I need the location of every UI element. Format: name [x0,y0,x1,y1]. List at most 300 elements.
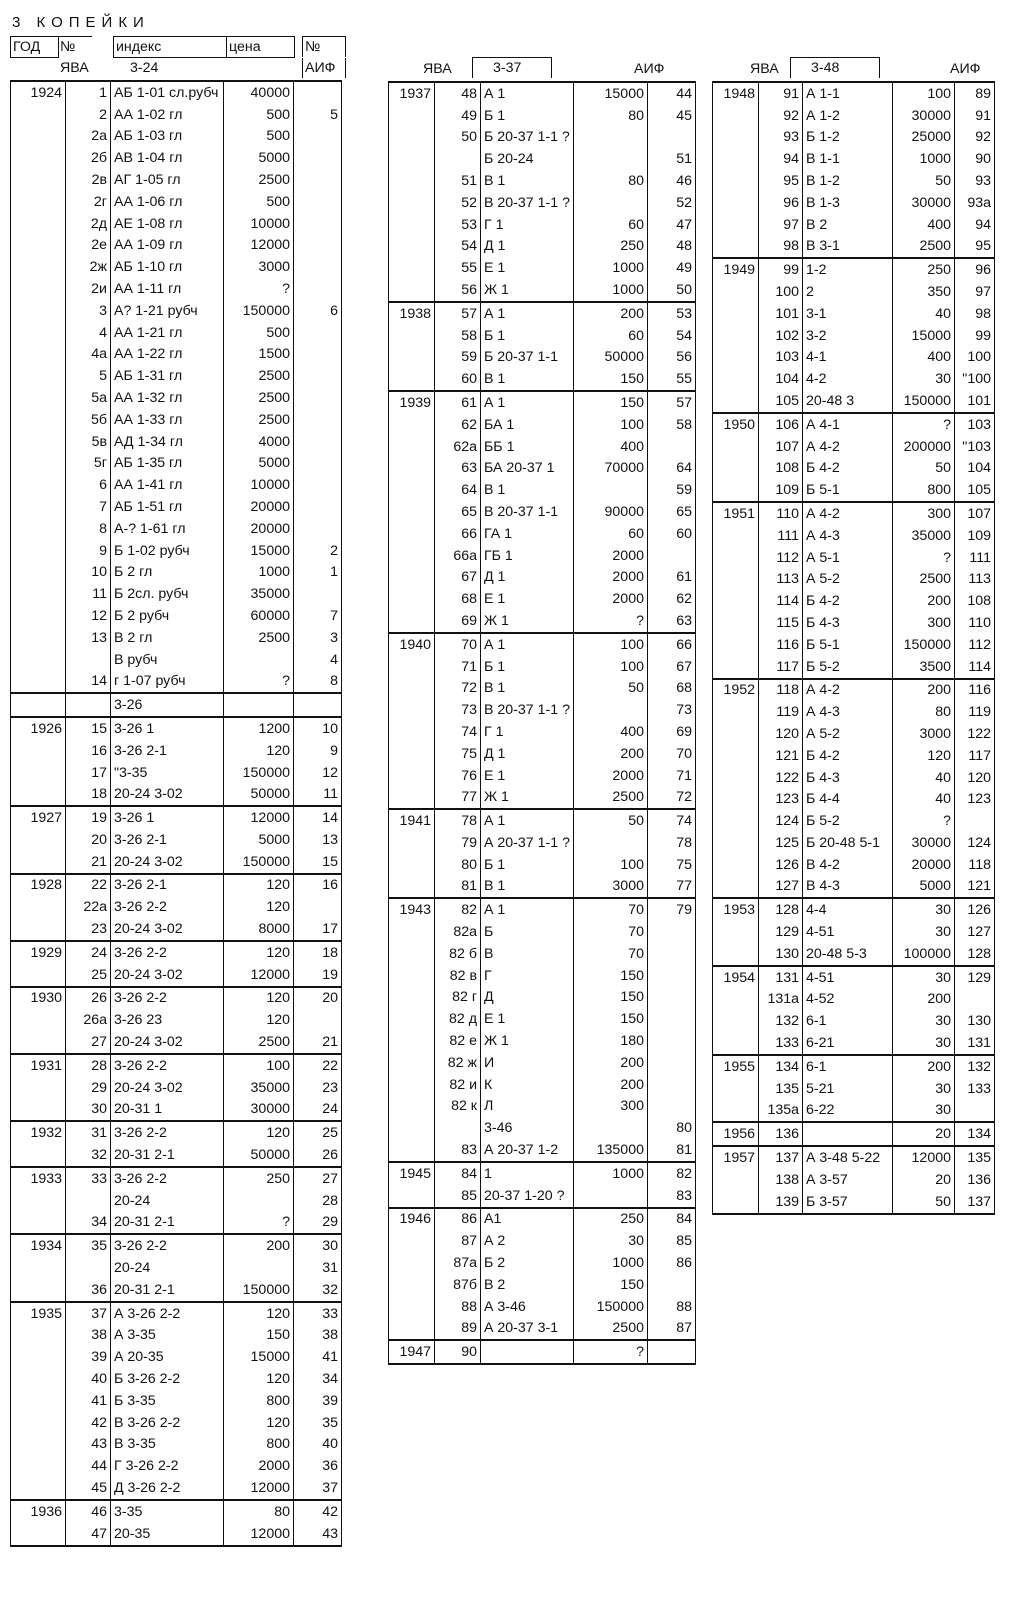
cell-year [713,368,759,390]
cell-index: А 3-26 2-2 [111,1302,224,1325]
cell-yava-number: 3 [66,300,111,322]
cell-index: Б [481,921,574,943]
cell-price: 50 [893,458,955,480]
cell-price: 100 [573,854,647,876]
cell-index: А 4-1 [803,413,893,436]
cell-year: 1928 [11,874,66,897]
cell-year [11,627,66,649]
header-stamp-348: 3-48 [790,57,880,78]
cell-yava-number: 131 [759,966,803,989]
cell-aif-number: 37 [294,1477,342,1500]
cell-yava-number: 82 б [435,943,481,965]
cell-index: А 5-1 [803,547,893,569]
cell-index: 20-24 3-02 [111,964,224,987]
cell-year [11,1257,66,1279]
table-row [389,987,696,1009]
cell-year [389,678,435,700]
cell-index: Б 20-37 1-1 [481,347,574,369]
cell-aif-number: 134 [955,1122,995,1146]
table-row [713,303,995,325]
cell-price: 30000 [893,192,955,214]
table-row [713,590,995,612]
cell-year [389,1139,435,1162]
cell-aif-number: 72 [647,787,695,810]
cell-index: В 3-35 [111,1434,224,1456]
cell-aif-number: 48 [647,236,695,258]
cell-price: 800 [224,1434,294,1456]
cell-yava-number: 115 [759,612,803,634]
cell-index: ГБ 1 [481,545,574,567]
cell-aif-number: 111 [955,547,995,569]
cell-index: 3-26 2-1 [111,829,224,851]
cell-price: 1000 [573,279,647,302]
cell-yava-number: 126 [759,854,803,876]
cell-index: 3-26 23 [111,1009,224,1031]
cell-year: 1957 [713,1146,759,1169]
cell-yava-number: 91 [759,82,803,105]
cell-price: 100000 [893,943,955,966]
cell-year [11,1031,66,1054]
table-row [713,767,995,789]
cell-aif-number: 21 [294,1031,342,1054]
cell-price [224,1257,294,1279]
cell-price: 80 [573,170,647,192]
cell-price: 200 [893,989,955,1011]
section-row [11,693,342,717]
table-row [389,743,696,765]
cell-price: 30 [893,966,955,989]
table-row [389,832,696,854]
table-row [389,1296,696,1318]
cell-year [713,943,759,966]
cell-index: 20-24 3-02 [111,918,224,941]
cell-yava-number: 2б [66,147,111,169]
cell-index: 4-1 [803,347,893,369]
cell-yava-number: 1 [66,81,111,104]
cell-price: 50 [893,170,955,192]
cell-price: 120 [224,1368,294,1390]
table-row [11,387,342,409]
cell-year [389,501,435,523]
cell-aif-number: 105 [955,479,995,502]
cell-price: 200 [224,1234,294,1257]
cell-year [11,1144,66,1167]
cell-aif-number: 136 [955,1169,995,1191]
cell-aif-number: 71 [647,765,695,787]
cell-year [11,1477,66,1500]
table-row [11,1523,342,1546]
cell-index: 3-26 2-2 [111,1234,224,1257]
table-row [11,1390,342,1412]
cell-price: 100 [224,1054,294,1077]
cell-aif-number: 109 [955,525,995,547]
cell-aif-number: 27 [294,1167,342,1190]
cell-aif-number: 1 [294,562,342,584]
cell-price: 30 [893,898,955,921]
cell-year [389,832,435,854]
cell-index: А 1 [481,898,574,921]
cell-aif-number: 123 [955,789,995,811]
cell-index: Е 1 [481,257,574,279]
table-row [389,633,696,656]
cell-year [389,787,435,810]
cell-index: 5-21 [803,1078,893,1100]
cell-aif-number [647,1274,695,1296]
table-row [11,126,342,148]
cell-aif-number: 35 [294,1412,342,1434]
table-row [713,105,995,127]
cell-price: 2500 [224,409,294,431]
table-row [713,656,995,679]
cell-price: 2000 [573,588,647,610]
cell-year [11,1368,66,1390]
cell-yava-number: 133 [759,1032,803,1055]
cell-price: 100 [893,82,955,105]
cell-price: 30 [573,1230,647,1252]
cell-index: А-? 1-61 гл [111,518,224,540]
cell-price: 12000 [224,1523,294,1546]
table-row [11,964,342,987]
cell-yava-number: 22 [66,874,111,897]
cell-year [11,1455,66,1477]
cell-yava-number: 32 [66,1144,111,1167]
cell-yava-number: 40 [66,1368,111,1390]
cell-yava-number: 94 [759,148,803,170]
cell-yava-number: 71 [435,656,481,678]
cell-yava-number: 74 [435,721,481,743]
coin-table-col3 [712,81,995,1215]
table-row [389,1096,696,1118]
cell-aif-number: 47 [647,214,695,236]
table-row [11,1279,342,1302]
cell-aif-number: 67 [647,656,695,678]
cell-index: Б 1-02 рубч [111,540,224,562]
cell-yava-number: 42 [66,1412,111,1434]
table-row [713,82,995,105]
table-row [11,1054,342,1077]
cell-index: В 1 [481,368,574,391]
table-row [713,989,995,1011]
cell-index: Б 2 [481,1252,574,1274]
table-row [389,1162,696,1185]
cell-aif-number [294,1009,342,1031]
cell-yava-number: 120 [759,723,803,745]
cell-index: Б 3-57 [803,1191,893,1214]
table-row [389,1340,696,1364]
cell-aif-number: 20 [294,987,342,1010]
table-row [389,610,696,633]
cell-yava-number: 16 [66,740,111,762]
cell-year [713,170,759,192]
cell-index: А 3-35 [111,1325,224,1347]
cell-index: В 2 [481,1274,574,1296]
cell-index: А 2 [481,1230,574,1252]
cell-index: АЕ 1-08 гл [111,213,224,235]
cell-year [713,105,759,127]
cell-yava-number: 119 [759,701,803,723]
coin-table-col1 [10,80,342,1547]
cell-year [11,649,66,671]
table-row [389,965,696,987]
cell-index: В 1 [481,170,574,192]
cell-year [11,474,66,496]
cell-year [11,213,66,235]
table-row [11,896,342,918]
cell-year: 1941 [389,809,435,832]
cell-year [389,368,435,391]
table-row [11,1212,342,1235]
table-row [11,344,342,366]
cell-aif-number: 96 [955,258,995,281]
cell-aif-number: 130 [955,1010,995,1032]
cell-price: 12000 [224,964,294,987]
cell-price: 2000 [573,545,647,567]
table-row [389,302,696,325]
cell-index: А 1 [481,809,574,832]
table-row [389,347,696,369]
page-title: 3 КОПЕЙКИ [12,14,150,31]
cell-price: 1000 [573,1252,647,1274]
cell-year [11,300,66,322]
cell-aif-number [294,583,342,605]
cell-aif-number [955,1100,995,1123]
cell-year [11,918,66,941]
cell-yava-number: 18 [66,784,111,807]
cell-yava-number: 88 [435,1296,481,1318]
table-row [11,806,342,829]
cell-index: А 20-37 1-1 ? [481,832,574,854]
table-row [389,787,696,810]
cell-aif-number: 38 [294,1325,342,1347]
cell-price: 150000 [893,390,955,413]
cell-aif-number: 88 [647,1296,695,1318]
cell-aif-number [294,235,342,257]
table-row [713,1146,995,1169]
cell-price: 30000 [893,105,955,127]
cell-index: А 4-2 [803,679,893,702]
cell-year [11,1279,66,1302]
cell-price: 30 [893,1010,955,1032]
cell-yava-number: 93 [759,127,803,149]
cell-year [389,567,435,589]
table-row [389,1318,696,1341]
cell-year: 1946 [389,1208,435,1231]
cell-index: 3-26 2-1 [111,874,224,897]
cell-aif-number [647,921,695,943]
cell-year [389,1008,435,1030]
cell-yava-number: 4а [66,344,111,366]
cell-price: 30000 [224,1099,294,1122]
cell-aif-number: 6 [294,300,342,322]
table-row [713,898,995,921]
table-row [389,501,696,523]
cell-index: 4-51 [803,966,893,989]
cell-yava-number: 2е [66,235,111,257]
cell-aif-number: 97 [955,281,995,303]
cell-index: 4-52 [803,989,893,1011]
cell-yava-number [66,649,111,671]
cell-year [11,896,66,918]
cell-price: 120 [224,896,294,918]
table-row [11,1368,342,1390]
cell-year: 1937 [389,82,435,105]
cell-year [389,279,435,302]
cell-index: Б 20-37 1-1 ? [481,127,574,149]
cell-price: 100 [573,656,647,678]
cell-price: 1000 [573,257,647,279]
cell-year: 1936 [11,1500,66,1523]
cell-yava-number: 47 [66,1523,111,1546]
cell-year [11,583,66,605]
table-row [11,1234,342,1257]
cell-price: 12000 [224,806,294,829]
cell-price: 120 [224,941,294,964]
cell-index: Б 5-1 [803,479,893,502]
cell-yava-number: 82 д [435,1008,481,1030]
cell-price [224,693,294,717]
cell-index: А 4-2 [803,502,893,525]
cell-index: К [481,1074,574,1096]
table-row [11,1455,342,1477]
cell-yava-number: 87 [435,1230,481,1252]
cell-index: А 3-57 [803,1169,893,1191]
cell-aif-number [294,409,342,431]
cell-price: 150 [573,391,647,414]
table-row [11,169,342,191]
cell-index: АБ 1-51 гл [111,496,224,518]
cell-year: 1952 [713,679,759,702]
table-row [389,876,696,899]
cell-yava-number: 122 [759,767,803,789]
table-row [11,583,342,605]
table-row [11,1257,342,1279]
cell-yava-number: 66а [435,545,481,567]
cell-year [11,1009,66,1031]
cell-year [713,458,759,480]
cell-index: БА 1 [481,414,574,436]
col2-header [388,57,686,81]
cell-year [11,671,66,694]
cell-aif-number [647,545,695,567]
cell-year [713,590,759,612]
table-row [11,540,342,562]
cell-price: 50000 [224,1144,294,1167]
cell-yava-number: 31 [66,1121,111,1144]
cell-index: Б 2 рубч [111,605,224,627]
table-row [11,605,342,627]
cell-price: 40 [893,767,955,789]
cell-year [713,656,759,679]
table-row [11,1412,342,1434]
cell-aif-number: 60 [647,523,695,545]
cell-yava-number: 64 [435,479,481,501]
cell-year [389,876,435,899]
cell-year [389,656,435,678]
cell-year [11,740,66,762]
cell-yava-number: 138 [759,1169,803,1191]
table-row [389,545,696,567]
cell-yava-number: 19 [66,806,111,829]
table-row [389,479,696,501]
table-row [713,1055,995,1078]
cell-yava-number: 116 [759,634,803,656]
table-row [713,723,995,745]
cell-yava-number: 82 г [435,987,481,1009]
cell-yava-number: 63 [435,458,481,480]
cell-year [389,523,435,545]
cell-price: 800 [224,1390,294,1412]
cell-index: 3-26 1 [111,717,224,740]
table-row [11,1325,342,1347]
cell-index: 3-2 [803,325,893,347]
cell-aif-number: 65 [647,501,695,523]
cell-price: ? [893,810,955,832]
cell-aif-number [647,943,695,965]
cell-year [11,851,66,874]
cell-aif-number [294,693,342,717]
table-row [389,1185,696,1208]
cell-price: 250 [573,1208,647,1231]
cell-index: ГА 1 [481,523,574,545]
cell-index: 20-37 1-20 ? [481,1185,574,1208]
cell-index: В 4-2 [803,854,893,876]
table-row [389,1074,696,1096]
cell-year [11,1390,66,1412]
cell-price: 150000 [224,762,294,784]
cell-price: 400 [893,214,955,236]
cell-yava-number: 62 [435,414,481,436]
table-row [11,1500,342,1523]
table-row [713,569,995,591]
cell-aif-number: 23 [294,1077,342,1099]
cell-price: 15000 [224,1346,294,1368]
cell-year: 1935 [11,1302,66,1325]
cell-yava-number: 2в [66,169,111,191]
cell-aif-number: 24 [294,1099,342,1122]
cell-year [713,569,759,591]
table-row [389,325,696,347]
cell-yava-number: 89 [435,1318,481,1341]
table-row [713,1010,995,1032]
cell-yava-number: 98 [759,236,803,259]
cell-yava-number: 139 [759,1191,803,1214]
cell-year [713,612,759,634]
cell-aif-number: 126 [955,898,995,921]
cell-yava-number: 67 [435,567,481,589]
cell-year [713,701,759,723]
table-row [11,1346,342,1368]
cell-yava-number: 90 [435,1340,481,1364]
cell-year [389,721,435,743]
cell-yava-number: 113 [759,569,803,591]
cell-index: АБ 1-10 гл [111,256,224,278]
cell-year [713,1100,759,1123]
cell-aif-number: 108 [955,590,995,612]
table-row [713,789,995,811]
cell-index: 6-21 [803,1032,893,1055]
cell-price: 30 [893,1032,955,1055]
cell-yava-number: 2 [66,104,111,126]
header-stamp-324: 3-24 [130,60,159,76]
table-row [389,765,696,787]
table-row [11,235,342,257]
cell-price: 2500 [224,1031,294,1054]
cell-year [11,278,66,300]
table-row [11,518,342,540]
cell-yava-number: 24 [66,941,111,964]
cell-index: В рубч [111,649,224,671]
cell-year [389,148,435,170]
